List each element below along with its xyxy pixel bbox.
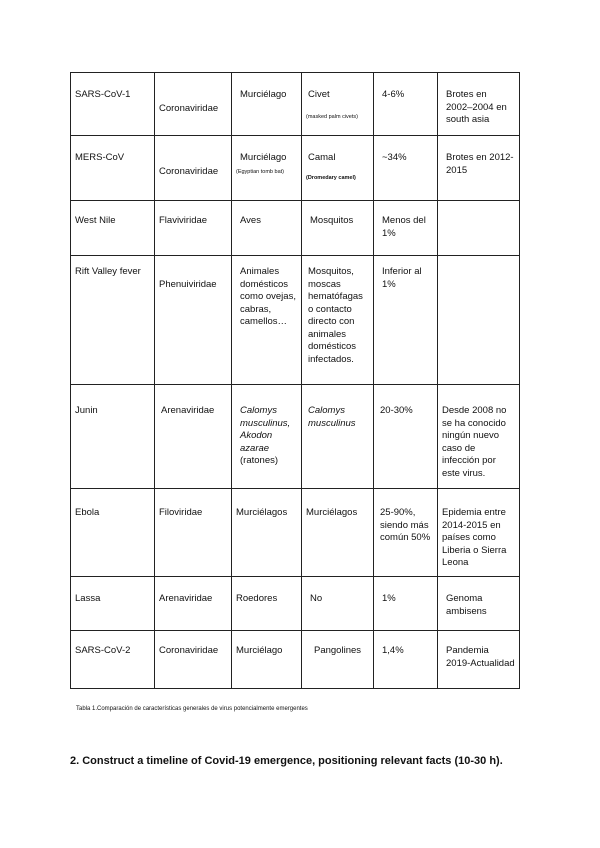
host-suffix: (ratones): [240, 455, 279, 466]
virus-name-cell: SARS-CoV-1: [71, 73, 155, 136]
family-cell: Coronaviridae: [155, 136, 232, 201]
mortality-cell: 4-6%: [374, 73, 438, 136]
host-species: Calomys musculinus, Akodon azarae: [240, 405, 291, 454]
table-row: [71, 631, 520, 689]
notes-cell: Epidemia entre 2014-2015 en países como Liberia o Sierra Leona: [438, 489, 520, 577]
notes-cell: Genoma ambisens: [438, 577, 520, 631]
table-row: [71, 256, 520, 385]
table-row: [71, 577, 520, 631]
intermediate-cell: Calomys musculinus: [302, 385, 374, 489]
virus-comparison-table: [70, 72, 520, 689]
mortality-cell: 20-30%: [374, 385, 438, 489]
notes-cell: Brotes en 2012-2015: [438, 136, 520, 201]
host-cell: Murciélagos: [232, 489, 302, 577]
virus-name-cell: SARS-CoV-2: [71, 631, 155, 689]
intermediate-cell: Mosquitos, moscas hematófagas o contacto directo con animales domésticos infectados.: [302, 256, 374, 385]
table-row: [71, 201, 520, 256]
notes-cell: Desde 2008 no se ha conocido ningún nuevo caso de infección por este virus.: [438, 385, 520, 489]
table-row: [71, 489, 520, 577]
family-cell: Flaviviridae: [155, 201, 232, 256]
family-cell: Phenuiviridae: [155, 256, 232, 385]
mortality-cell: 1,4%: [374, 631, 438, 689]
mortality-cell: Menos del 1%: [374, 201, 438, 256]
family-cell: Coronaviridae: [155, 631, 232, 689]
host-cell: Roedores: [232, 577, 302, 631]
family-cell: Arenaviridae: [155, 577, 232, 631]
intermediate-cell: Camal (Dromedary camel): [302, 136, 374, 201]
question-heading: 2. Construct a timeline of Covid-19 emergence, positioning relevant facts (10-30 h).: [70, 755, 503, 767]
virus-name-cell: Lassa: [71, 577, 155, 631]
family-cell: Coronaviridae: [155, 73, 232, 136]
family-cell: Arenaviridae: [155, 385, 232, 489]
intermediate-cell: Murciélagos: [302, 489, 374, 577]
table-row: [71, 136, 520, 201]
mortality-cell: Inferior al 1%: [374, 256, 438, 385]
table-caption: Tabla 1.Comparación de características generales de virus potencialmente emergentes: [76, 706, 308, 712]
mortality-cell: 25-90%, siendo más común 50%: [374, 489, 438, 577]
notes-cell: Pandemia 2019-Actualidad: [438, 631, 520, 689]
notes-cell: [438, 256, 520, 385]
intermediate-cell: Civet (masked palm civets): [302, 73, 374, 136]
host-cell: Aves: [232, 201, 302, 256]
family-cell: Filoviridae: [155, 489, 232, 577]
notes-cell: Brotes en 2002–2004 en south asia: [438, 73, 520, 136]
mortality-cell: 1%: [374, 577, 438, 631]
mortality-cell: ~34%: [374, 136, 438, 201]
table-row: [71, 73, 520, 136]
virus-name-cell: Junin: [71, 385, 155, 489]
virus-name-cell: West Nile: [71, 201, 155, 256]
host-cell: Murciélago: [232, 631, 302, 689]
intermediate-cell: Mosquitos: [302, 201, 374, 256]
virus-name-cell: MERS-CoV: [71, 136, 155, 201]
virus-name-cell: Rift Valley fever: [71, 256, 155, 385]
virus-name-cell: Ebola: [71, 489, 155, 577]
host-cell: Murciélago (Egyptian tomb bat): [232, 136, 302, 201]
host-cell: Murciélago: [232, 73, 302, 136]
table-row: [71, 385, 520, 489]
intermediate-cell: Pangolines: [302, 631, 374, 689]
notes-cell: [438, 201, 520, 256]
host-cell: [232, 385, 302, 489]
host-cell: Animales domésticos como ovejas, cabras, camellos…: [232, 256, 302, 385]
intermediate-cell: No: [302, 577, 374, 631]
